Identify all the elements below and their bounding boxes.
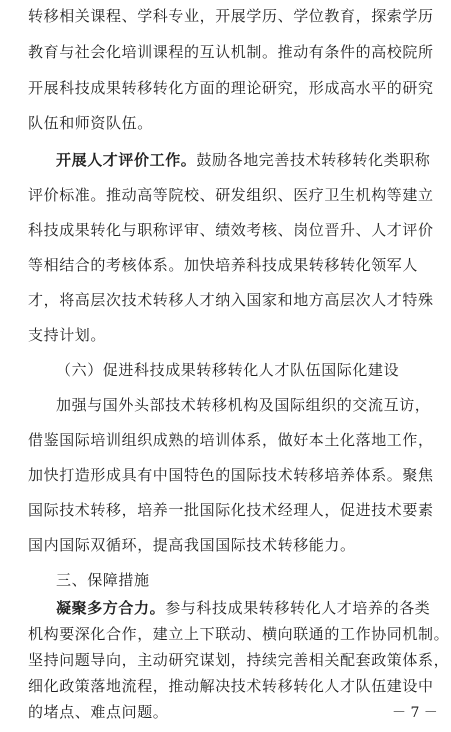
paragraph1-line: 开展科技成果转移转化方面的理论研究，形成高水平的研究 (28, 79, 434, 97)
paragraph2-line: 等相结合的考核体系。加快培养科技成果转移转化领军人 (28, 256, 419, 274)
paragraph3-line: 加快打造形成具有中国特色的国际技术转移培养体系。聚焦 (28, 466, 434, 484)
paragraph2-line: 才，将高层次技术转移人才纳入国家和地方高层次人才特殊 (28, 291, 434, 309)
paragraph4-bold-lead: 凝聚多方合力。 (56, 599, 166, 617)
paragraph3-line: 国内国际双循环，提高我国国际技术转移能力。 (28, 536, 356, 554)
section3-heading: 三、保障措施 (56, 571, 150, 589)
paragraph4-line: 细化政策落地流程，推动解决技术转移转化人才队伍建设中 (28, 677, 434, 695)
paragraph4-line: 机构要深化合作，建立上下联动、横向联通的工作协同机制。 (28, 625, 450, 643)
paragraph2-bold-lead: 开展人才评价工作。 (56, 151, 197, 169)
paragraph1-line: 队伍和师资队伍。 (28, 114, 153, 132)
paragraph2-first-line-rest: 鼓励各地完善技术转移转化类职称 (196, 151, 431, 169)
paragraph1-line: 教育与社会化培训课程的互认机制。推动有条件的高校院所 (28, 43, 434, 61)
page-number: － 7 － (392, 705, 438, 721)
paragraph3-line: 国际技术转移，培养一批国际化技术经理人，促进技术要素 (28, 501, 434, 519)
paragraph3-line: 借鉴国际培训组织成熟的培训体系，做好本土化落地工作， (28, 431, 434, 449)
paragraph4-first-line (56, 598, 431, 618)
paragraph3-first-line: 加强与国外头部技术转移机构及国际组织的交流互访， (56, 396, 431, 414)
paragraph4-line: 的堵点、难点问题。 (28, 703, 169, 721)
section6-heading: （六）促进科技成果转移转化人才队伍国际化建设 (56, 361, 400, 379)
paragraph1-line: 转移相关课程、学科专业，开展学历、学位教育，探索学历 (28, 7, 434, 25)
paragraph2-first-line (56, 150, 431, 170)
paragraph2-line: 评价标准。推动高等院校、研发组织、医疗卫生机构等建立 (28, 186, 434, 204)
paragraph2-line: 科技成果转化与职称评审、绩效考核、岗位晋升、人才评价 (28, 221, 434, 239)
paragraph4-line: 坚持问题导向，主动研究谋划，持续完善相关配套政策体系， (28, 651, 450, 669)
paragraph2-line: 支持计划。 (28, 326, 107, 344)
paragraph4-first-line-rest: 参与科技成果转移转化人才培养的各类 (165, 599, 431, 617)
